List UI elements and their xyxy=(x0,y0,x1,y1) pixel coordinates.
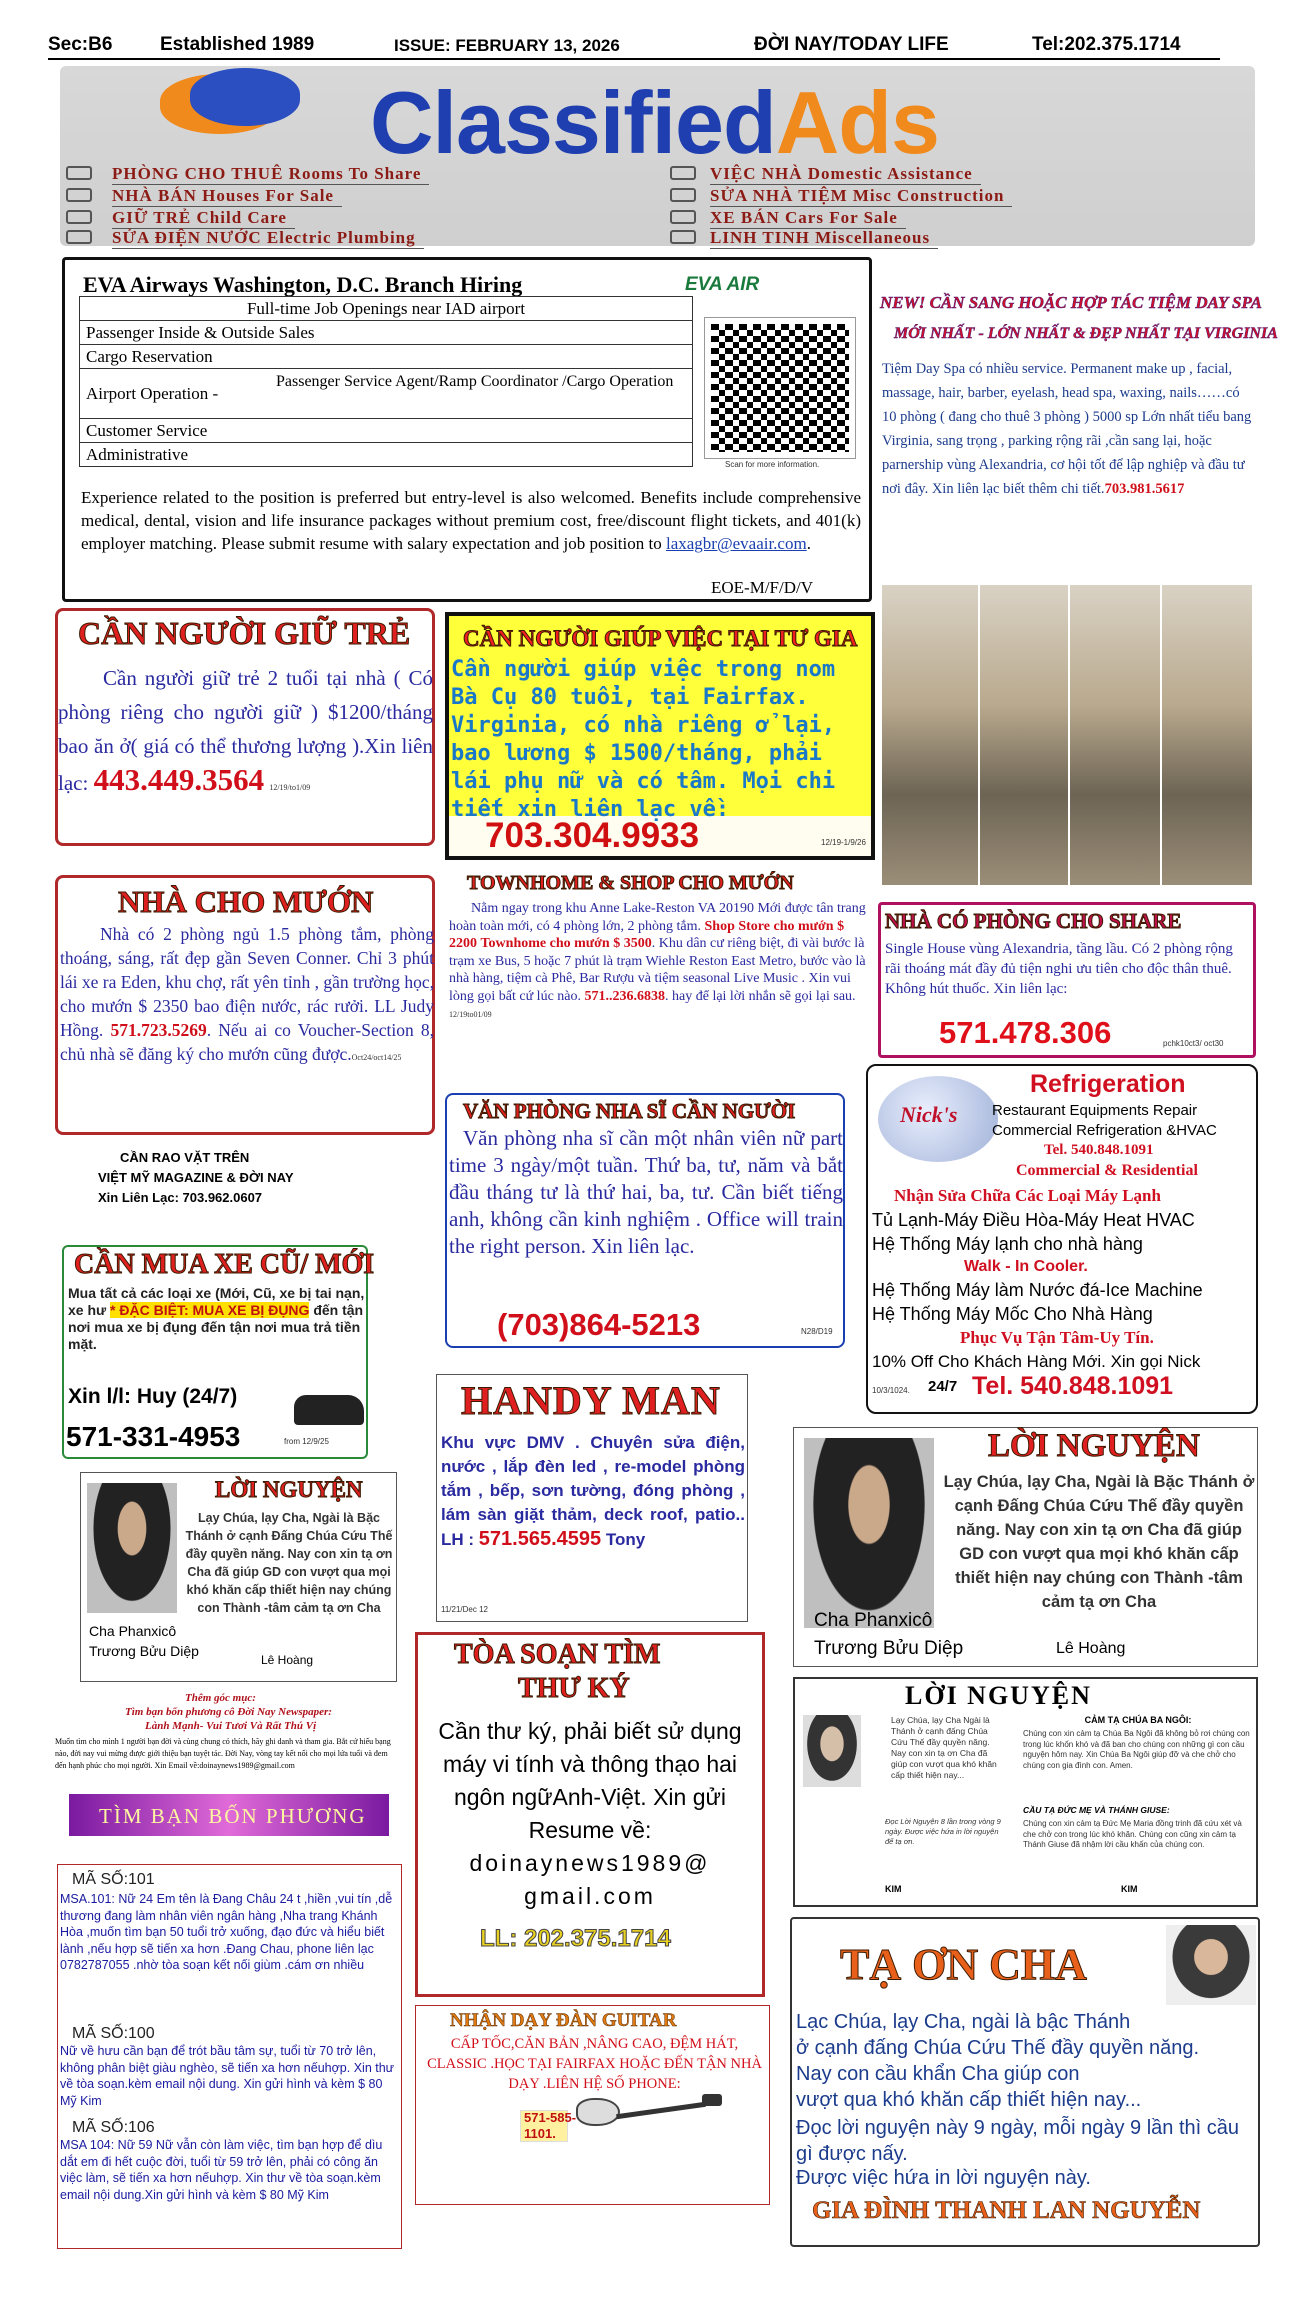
portrait xyxy=(1166,1925,1256,2005)
spa-title-2: MỚI NHẤT - LỚN NHẤT & ĐẸP NHẤT TẠI VIRGINIA xyxy=(894,325,1278,342)
category-rooms[interactable]: PHÒNG CHO THUÊ Rooms To Share xyxy=(112,164,429,185)
prayer-kim-left: Lạy Chúa, lạy Cha Ngài là Thánh ở cạnh đấng Chúa Cứu Thế đầy quyền năng. Nay con xin tạ ơn Cha đã giúp con vượt qua khó khăn cấp thiết hiện nay... xyxy=(891,1715,997,1780)
wrench-icon xyxy=(66,230,92,244)
paper-name: ĐỜI NAY/TODAY LIFE xyxy=(754,34,949,55)
refrig-tel[interactable]: Tel. 540.848.1091 xyxy=(1044,1142,1154,1158)
eva-ad xyxy=(62,257,872,602)
stroller-icon xyxy=(66,210,92,224)
issue-date: ISSUE: FEBRUARY 13, 2026 xyxy=(394,36,620,55)
guitar-icon xyxy=(576,2090,726,2130)
handyman-phone[interactable]: 571.565.4595 xyxy=(478,1528,602,1550)
eva-logo: EVA AIR xyxy=(685,274,760,295)
refrigeration-ad: Nick's Refrigeration Restaurant Equipments Repair Commercial Refrigeration &HVAC Tel. 540.848.1091 Commercial & Residential Nhận Sửa Chữa Các Loại Máy Lạnh Tủ Lạnh-Máy Điều Hòa-Máy Heat HVAC Hệ Thống Máy lạnh cho nhà hàng Walk - In Cooler. Hệ Thống Máy làm Nước đá-Ice Machine Hệ Thống Máy Mốc Cho Nhà Hàng Phục Vụ Tận Tâm-Uy Tín. 10% Off Cho Khách Hàng Mới. Xin gọi Nick 10/3/1024. 24/7 Tel. 540.848.1091 xyxy=(866,1064,1258,1414)
misc-icon xyxy=(670,230,696,244)
rao-phone[interactable]: Xin Liên Lạc: 703.962.0607 xyxy=(98,1190,263,1205)
prayer-big-title: LỜI NGUYỆN xyxy=(988,1428,1200,1464)
eva-subtitle: Full-time Job Openings near IAD airport xyxy=(80,297,693,321)
prayer-small-body: Lạy Chúa, lạy Cha, Ngài là Bặc Thánh ở cạnh Đấng Chúa Cứu Thế đầy quyền năng. Nay con xin tạ ơn Cha đã giúp GD con vượt qua mọi khó khăn cấp thiết hiện nay chúng con Thành -tâm cảm tạ ơn Cha xyxy=(185,1511,393,1615)
section-label: Sec:B6 xyxy=(48,34,113,55)
penpal-list xyxy=(57,1864,402,2249)
eva-email-link[interactable]: laxagbr@evaair.com xyxy=(665,534,807,553)
secretary-phone[interactable]: LL: 202.375.1714 xyxy=(480,1925,671,1952)
nicks-logo: Nick's xyxy=(878,1076,998,1162)
share-phone[interactable]: 571.478.306 xyxy=(939,1015,1112,1050)
spa-photos xyxy=(882,585,1252,885)
car-phone[interactable]: 571-331-4953 xyxy=(66,1421,241,1452)
category-misc[interactable]: LINH TINH Miscellaneous xyxy=(710,228,938,249)
penpal-entry: Nữ về hưu cần bạn để trót bầu tâm sự, tuổi từ 70 trở lên, không phân biệt giàu nghèo, sẽ tiến xa hơn nếuhợp. Xin thư về tòa soạn.kèm email nội dung. Xin gửi hình và kèm $ 80 Mỹ Kim xyxy=(60,2044,395,2108)
prayer-big-ad: Cha Phanxicô Trương Bửu Diệp LỜI NGUYỆN Lạy Chúa, lạy Cha, Ngài là Bặc Thánh ở cạnh Đấng Chúa Cứu Thế đầy quyền năng. Nay con xin tạ ơn Cha đã giúp GD con vượt qua mọi khó khăn cấp thiết hiện nay chúng con Thành -tâm cảm tạ ơn Cha Lê Hoàng xyxy=(793,1427,1258,1667)
thanks-signature: GIA ĐÌNH THANH LAN NGUYỄN xyxy=(812,2197,1201,2224)
house-sale-icon xyxy=(66,188,92,202)
job-row: Administrative xyxy=(80,443,693,467)
spa-title-1: NEW! CẦN SANG HOẶC HỢP TÁC TIỆM DAY SPA xyxy=(880,293,1262,312)
job-row: Passenger Inside & Outside Sales xyxy=(80,321,693,345)
car-contact: Xin l/l: Huy (24/7) xyxy=(68,1385,238,1408)
eva-eoe: EOE-M/F/D/V xyxy=(711,578,813,597)
prayer-kim-ad: LỜI NGUYỆN Lạy Chúa, lạy Cha Ngài là Thánh ở cạnh đấng Chúa Cứu Thế đầy quyền năng. Nay con xin tạ ơn Cha đã giúp con vượt qua khó khăn cấp thiết hiện nay... Đọc Lời Nguyện 8 lần trong vòng 9 ngày. Được việc hứa in lời nguyện để tạ ơn. KIM CẢM TẠ CHÚA BA NGÔI: Chúng con xin cảm tạ Chúa Ba Ngôi đã không bỏ rơi chúng con trong lúc khốn khó và đã ban cho chúng con những gì con cầu nguyện hôm nay. Xin Chúa Ba Ngôi giúp đỡ và che chở cho chúng con gia đình con. Amen. CẦU TẠ ĐỨC MẸ VÀ THÁNH GIUSE: Chúng con xin cảm tạ Đức Mẹ Maria đồng trinh đã cứu xét và che chở con trong lúc khó khăn. Chúng con cũng xin cảm tạ Thánh Giuse đã nhậm lời cầu khấn của chúng con. KIM xyxy=(793,1677,1258,1907)
guitar-title: NHẬN DẠY ĐÀN GUITAR xyxy=(450,2010,677,2031)
childcare-phone[interactable]: 443.449.3564 xyxy=(93,762,265,797)
penpal-code: MÃ SỐ:106 xyxy=(72,2119,155,2136)
secretary-ad xyxy=(415,1632,765,1997)
spa-ad xyxy=(878,285,1278,895)
car-ad: CẦN MUA XE CŨ/ MỚI Mua tất cả các loại xe (Mới, Cũ, xe bị tai nạn, xe hư * ĐẶC BIỆT: MUA XE BỊ ĐỤNG đến tận nơi mua xe bị đụng đến tận nơi mua trả tiền mặt. Xin l/l: Huy (24/7) 571-331-4953 from 12/9/25 xyxy=(62,1245,368,1459)
prayer-small-ad: Cha Phanxicô Trương Bửu Diệp LỜI NGUYỆN Lạy Chúa, lạy Cha, Ngài là Bặc Thánh ở cạnh Đấng Chúa Cứu Thế đầy quyền năng. Nay con xin tạ ơn Cha đã giúp GD con vượt qua mọi khó khăn cấp thiết hiện nay chúng con Thành -tâm cảm tạ ơn Cha Lê Hoàng xyxy=(80,1472,397,1682)
penpal-banner: TÌM BẠN BỐN PHƯƠNG xyxy=(69,1794,389,1836)
job-row: Customer Service xyxy=(80,419,693,443)
rent-ad xyxy=(55,875,435,1135)
rent-title: NHÀ CHO MƯỚN xyxy=(118,884,374,919)
priest-portrait xyxy=(804,1438,934,1628)
penpal-intro: Muốn tìm cho mình 1 người bạn đời và cùng chung có thích, hãy ghi danh và tham gia. Bắt cứ hiếu bạng nào, đời nay vui mừng được giới thiệu bạn tuyệt tác. Đời Nay, vòng tay kết nối cho mọi lứa tuổi và đem đến hạnh phúc cho mọi người. Xin Email về:doinaynews1989@gmail.com xyxy=(55,1737,391,1770)
helper-title: CẦN NGƯỜI GIÚP VIỆC TẠI TƯ GIA xyxy=(463,626,858,651)
handyman-ad: HANDY MAN Khu vực DMV . Chuyên sửa điện, nước , lắp đèn led , re-model phòng tắm , bếp, sơn tường, đóng phòng , lám sàn giặt thảm, deck roof, patio.. LH : 571.565.4595 Tony 11/21/Dec 12 xyxy=(436,1374,748,1622)
handyman-title: HANDY MAN xyxy=(461,1378,721,1423)
car-icon xyxy=(294,1395,364,1425)
house-icon xyxy=(66,166,92,180)
category-childcare[interactable]: GIỮ TRẺ Child Care xyxy=(112,208,295,229)
childcare-ad xyxy=(55,608,435,846)
penpal-header: Thêm góc mục: Tìm bạn bốn phương cô Đời Nay Newspaper: Lành Mạnh- Vui Tươi Và Rất Thú Vị Muốn tìm cho mình 1 người bạn đời và cùng chung có thích, hãy ghi danh và tham gia. Bắt cứ hiếu bạng nào, đời nay vui mừng được giới thiệu bạn tuyệt tác. Đời Nay, vòng tay kết nối cho mọi lứa tuổi và đem đến hạnh phúc cho mọi người. Xin Email về:doinaynews1989@gmail.com TÌM BẠN BỐN PHƯƠNG xyxy=(55,1690,400,1855)
priest-portrait xyxy=(87,1483,177,1613)
prayer-kim-title: LỜI NGUYỆN xyxy=(905,1681,1092,1710)
guitar-ad xyxy=(415,2005,770,2205)
penpal-entry: MSA.101: Nữ 24 Em tên là Đang Châu 24 t ,hiền ,vui tín ,dễ thương đang làm nhân viên ngân hàng ,Nha trang Khánh Hòa ,muốn tìm bạn 50 tuổi trở xuống, đạo đức và hiểu biết lành ,nếu hợp sẽ tiến xa hơn .Đang Chau, phone liên lạc 0782787055 .nhờ tòa soạn kết nối giùm .cám ơn nhiều xyxy=(60,1892,393,1972)
tools-icon xyxy=(670,188,696,202)
townhome-title: TOWNHOME & SHOP CHO MƯỚN xyxy=(467,872,794,894)
eva-body: Experience related to the position is preferred but entry-level is also welcomed. Benefits include comprehensive medical, dental, vision and life insurance packages without premium cost, free/discount flight tickets, and 401(k) employer matching. Please submit resume with salary expectation and job position to laxagbr@evaair.com. xyxy=(81,488,861,553)
helper-ad: CẦN NGƯỜI GIÚP VIỆC TẠI TƯ GIA Cần người giúp việc trong nom Bà Cụ 80 tuổi, tại Fairfax. Virginia, có nhà riêng ở lại, bao lương $ 1500/tháng, phải lái phụ nữ và có tâm. Mọi chi tiết xin liên lạc về: 703.304.9933 12/19-1/9/26 xyxy=(445,612,875,860)
guitar-body: CẤP TỐC,CĂN BẢN ,NÂNG CAO, ĐỆM HÁT, CLASSIC .HỌC TẠI FAIRFAX HOẶC ĐẾN TẬN NHÀ DẠY .LIÊN HỆ SỐ PHONE: xyxy=(427,2036,762,2092)
prayer-big-body: Lạy Chúa, lạy Cha, Ngài là Bặc Thánh ở cạnh Đấng Chúa Cứu Thế đầy quyền năng. Nay con xin tạ ơn Cha đã giúp GD con vượt qua mọi khó khăn cấp thiết hiện nay chúng con Thành -tâm cảm tạ ơn Cha xyxy=(943,1473,1255,1611)
rent-phone[interactable]: 571.723.5269 xyxy=(110,1020,207,1040)
dentist-title: VĂN PHÒNG NHA SĨ CẦN NGƯỜI xyxy=(463,1099,796,1123)
page-header xyxy=(48,30,1220,60)
townhome-ad xyxy=(445,870,875,1088)
category-electric[interactable]: SỬA ĐIỆN NƯỚC Electric Plumbing xyxy=(112,228,424,249)
secretary-title-1: TÒA SOẠN TÌM xyxy=(454,1639,661,1670)
qr-code-icon[interactable] xyxy=(705,318,855,458)
eva-title: EVA Airways Washington, D.C. Branch Hiring xyxy=(83,272,523,297)
car-icon xyxy=(670,210,696,224)
handyman-body: Khu vực DMV . Chuyên sửa điện, nước , lắp đèn led , re-model phòng tắm , bếp, sơn tường, đóng phòng , lám sàn giặt thảm, deck roof, patio.. LH : 571.565.4595 Tony xyxy=(441,1433,745,1550)
thanks-title: TẠ ƠN CHA xyxy=(840,1940,1087,1989)
rent-body: Nhà có 2 phòng ngủ 1.5 phòng tắm, phòng thoáng, sáng, rất đẹp gần Seven Conner. Chỉ 3 phút lái xe ra Eden, khu chợ, rất yên tỉnh , gần trường học, cho mướn $ 2350 bao điện nước, rác rưởi. LL Judy Hồng. 571.723.5269. Nếu ai co Voucher-Section 8, chủ nhà sẽ đăng ký cho mướn cũng được.Oct24/oct14/25 xyxy=(60,924,434,1064)
job-row: Cargo Reservation xyxy=(80,345,693,369)
prayer-small-title: LỜI NGUYỆN xyxy=(215,1477,363,1502)
thanks-ad: TẠ ƠN CHA Lạc Chúa, lạy Cha, ngài là bậc Thánh ở cạnh đấng Chúa Cứu Thế đầy quyền năng. Nay con cầu khẩn Cha giúp con vượt qua khó khăn cấp thiết hiện nay... Đọc lời nguyện này 9 ngày, mỗi ngày 9 lần thì cầu gì được nấy. Được việc hứa in lời nguyện này. GIA ĐÌNH THANH LAN NGUYỄN xyxy=(790,1917,1260,2247)
job-row-airport: Airport Operation - Passenger Service Agent/Ramp Coordinator /Cargo Operation xyxy=(80,369,693,419)
penpal-code: MÃ SỐ:100 xyxy=(72,2025,155,2042)
helper-body: Cần người giúp việc trong nom Bà Cụ 80 tuổi, tại Fairfax. Virginia, có nhà riêng ở lại, bao lương $ 1500/tháng, phải lái phụ nữ và có tâm. Mọi chi tiết xin liên lạc về: xyxy=(451,657,836,822)
classified-banner xyxy=(60,66,1255,246)
guitar-phone[interactable]: 571-585-1101. xyxy=(524,2110,577,2141)
dentist-ad: VĂN PHÒNG NHA SĨ CẦN NGƯỜI Văn phòng nha sĩ cần một nhân viên nữ part time 3 ngày/một tuần. Thứ ba, tư, năm và bắt đầu tháng tư là thứ hai, ba, tư. Cần biết tiếng anh, không cần kinh nghiệm . Office will train the right person. Xin liên lạc. (703)864-5213 N28/D19 xyxy=(445,1093,845,1348)
share-body: Single House vùng Alexandria, tầng lầu. Có 2 phòng rộng rãi thoáng mát đầy đủ tiện nghi ưu tiên cho độc thân thuê. Không hút thuốc. Xin liên lạc: xyxy=(885,941,1233,997)
townhome-phone[interactable]: 571..236.6838 xyxy=(584,988,666,1004)
eva-jobs-table xyxy=(79,296,693,467)
secretary-email[interactable]: doinaynews1989@ gmail.com xyxy=(469,1850,711,1909)
share-title: NHÀ CÓ PHÒNG CHO SHARE xyxy=(885,909,1182,933)
childcare-title: CẦN NGƯỜI GIỮ TRẺ xyxy=(78,615,411,651)
qr-caption: Scan for more information. xyxy=(725,460,820,469)
penpal-code: MÃ SỐ:101 xyxy=(72,1871,155,1888)
refrig-title: Refrigeration xyxy=(1030,1070,1186,1098)
secretary-body: Cần thư ký, phải biết sử dụng máy vi tính và thông thạo hai ngôn ngữAnh-Việt. Xin gửi Resume về: xyxy=(438,1718,742,1843)
car-body: Mua tất cả các loại xe (Mới, Cũ, xe bị tai nạn, xe hư * ĐẶC BIỆT: MUA XE BỊ ĐỤNG đến tận nơi mua xe bị đụng đến tận nơi mua trả tiền mặt. xyxy=(68,1285,365,1352)
classified-ads-logo: ClassifiedAds xyxy=(370,73,939,172)
category-domestic[interactable]: VIỆC NHÀ Domestic Assistance xyxy=(710,164,981,185)
dentist-phone[interactable]: (703)864-5213 xyxy=(497,1307,701,1342)
category-cars[interactable]: XE BÁN Cars For Sale xyxy=(710,208,906,229)
established-label: Established 1989 xyxy=(160,34,315,55)
secretary-title-2: THƯ KÝ xyxy=(518,1673,630,1704)
car-title: CẦN MUA XE CŨ/ MỚI xyxy=(74,1249,375,1280)
blue-bubble-icon xyxy=(190,68,300,126)
dentist-body: Văn phòng nha sĩ cần một nhân viên nữ part time 3 ngày/một tuần. Thứ ba, tư, năm và bắt đầu tháng tư là thứ hai, ba, tư. Cần biết tiếng anh, không cần kinh nghiệm . Office will train the right person. Xin liên lạc. xyxy=(449,1126,843,1258)
share-ad: NHÀ CÓ PHÒNG CHO SHARE Single House vùng Alexandria, tầng lầu. Có 2 phòng rộng rãi thoáng mát đầy đủ tiện nghi ưu tiên cho độc thân thuê. Không hút thuốc. Xin liên lạc: 571.478.306 pchk10ct3/ oct30 xyxy=(878,902,1256,1058)
rao-vat-notice: CẦN RAO VẶT TRÊN VIỆT MỸ MAGAZINE & ĐỜI NAY Xin Liên Lạc: 703.962.0607 xyxy=(72,1148,372,1214)
childcare-body: Cần người giữ trẻ 2 tuổi tại nhà ( Có phòng riêng cho người giữ ) $1200/tháng bao ăn ở( giá có thể thương lượng ).Xin liên lạc: 443.449.3564 12/19/to1/09 xyxy=(58,666,433,797)
category-construction[interactable]: SỬA NHÀ TIỆM Misc Construction xyxy=(710,186,1012,207)
helper-phone[interactable]: 703.304.9933 xyxy=(485,816,700,855)
penpal-entry: MSA 104: Nữ 59 Nữ vẫn còn làm việc, tìm bạn hợp để dìu dắt em đi hết cuộc đời, tuổi từ 59 trở lên, phải có công ăn việc làm, sẽ tiến xa hơn nếuhợp. Xin thư về tòa soạn.kèm email nội dung.Xin gửi hình và kèm $ 80 Mỹ Kim xyxy=(60,2138,383,2202)
portrait xyxy=(803,1715,861,1787)
category-houses[interactable]: NHÀ BÁN Houses For Sale xyxy=(112,186,342,207)
refrig-tel-2[interactable]: Tel. 540.848.1091 xyxy=(972,1372,1174,1400)
broom-icon xyxy=(670,166,696,180)
townhome-body: Nằm ngay trong khu Anne Lake-Reston VA 20190 Mới được tân trang hoàn toàn mới, có 4 phòng lớn, 2 phòng tắm. Shop Store cho mướn $ 2200 Townhome cho mướn $ 3500. Khu dân cư riêng biệt, đi vài bước là trạm xe Bus, 5 hoặc 7 phút là trạm Wiehle Reston East Metro, bước vào là nhà hàng, tiệm cà Phê, Bar Rượu và tiệm seasonal Live Music . Xin vui lòng gọi bất cứ lúc nào. 571..236.6838. hay để lại lời nhắn sẽ gọi lại sau. 12/19to01/09 xyxy=(449,901,866,1019)
spa-phone[interactable]: 703.981.5617 xyxy=(1104,481,1185,497)
header-phone: Tel:202.375.1714 xyxy=(1032,34,1181,55)
spa-body: Tiệm Day Spa có nhiều service. Permanent make up , facial, massage, hair, barber, eyelash, head spa, waxing, nails……có 10 phòng ( đang cho thuê 3 phòng ) 5000 sp Lớn nhất tiểu bang Virginia, sang trọng , parking rộng rãi ,cần sang lại, hoặc parnership vùng Alexandria, cơ hội tốt để lập nghiệp và đầu tư nơi đây. Xin liên lạc biết thêm chi tiết.703.981.5617 xyxy=(882,361,1252,497)
